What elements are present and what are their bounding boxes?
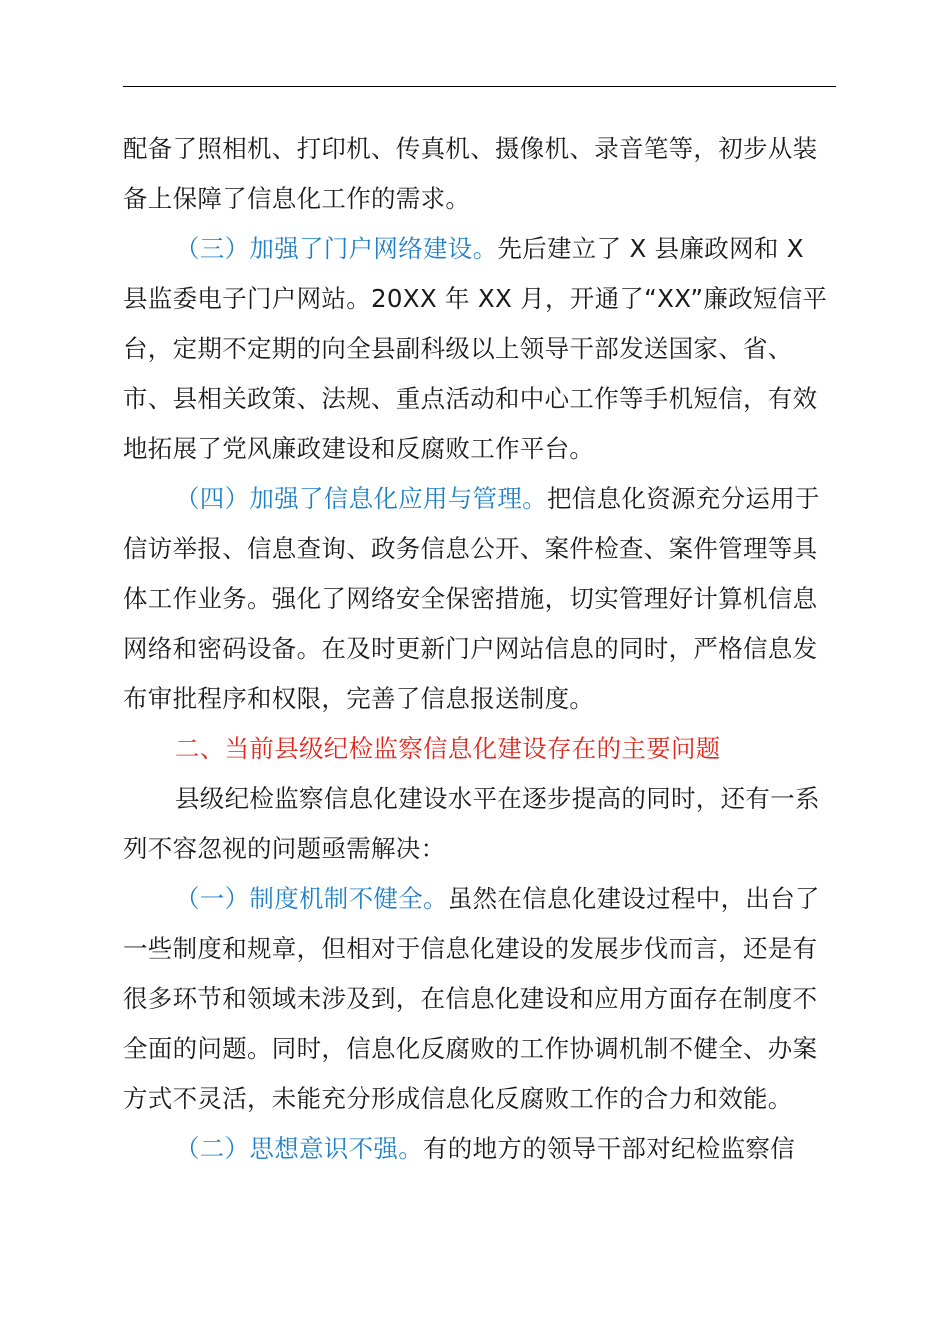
paragraph-text: 有的地方的领导干部对纪检监察信 — [423, 1134, 795, 1163]
paragraph-application-management — [123, 474, 836, 724]
paragraph-text: 先后建立了 X 县廉政网和 X 县监委电子门户网站。20XX 年 XX 月，开通了“XX”廉政短信平台，定期不定期的向全县副科级以上领导干部发送国家、省、市、县相关政策、法规、重点活动和中心工作等手机短信，有效地拓展了党风廉政建设和反腐败工作平台。 — [123, 234, 828, 463]
paragraph-text: 配备了照相机、打印机、传真机、摄像机、录音笔等，初步从装备上保障了信息化工作的需求。 — [123, 134, 818, 213]
paragraph-awareness — [123, 1124, 836, 1174]
paragraph-equipment-continued — [123, 124, 836, 224]
paragraph-problems-intro — [123, 774, 836, 874]
paragraph-institutional-mechanism — [123, 874, 836, 1124]
paragraph-text: 虽然在信息化建设过程中，出台了一些制度和规章，但相对于信息化建设的发展步伐而言，还是有很多环节和领域未涉及到，在信息化建设和应用方面存在制度不全面的问题。同时，信息化反腐败的工作协调机制不健全、办案方式不灵活，未能充分形成信息化反腐败工作的合力和效能。 — [123, 884, 820, 1113]
subheading-awareness: （二）思想意识不强。 — [175, 1134, 423, 1163]
header-divider — [123, 86, 836, 87]
subheading-institutional-mechanism: （一）制度机制不健全。 — [175, 884, 448, 913]
subheading-portal-network: （三）加强了门户网络建设。 — [175, 234, 498, 263]
paragraph-text: 县级纪检监察信息化建设水平在逐步提高的同时，还有一系列不容忽视的问题亟需解决： — [123, 784, 820, 863]
subheading-application-management: （四）加强了信息化应用与管理。 — [175, 484, 547, 513]
document-body — [123, 124, 836, 1174]
paragraph-text: 把信息化资源充分运用于信访举报、信息查询、政务信息公开、案件检查、案件管理等具体工作业务。强化了网络安全保密措施，切实管理好计算机信息网络和密码设备。在及时更新门户网站信息的同时，严格信息发布审批程序和权限，完善了信息报送制度。 — [123, 484, 820, 713]
paragraph-portal-network — [123, 224, 836, 474]
section-title-main-problems: 二、当前县级纪检监察信息化建设存在的主要问题 — [175, 734, 721, 763]
